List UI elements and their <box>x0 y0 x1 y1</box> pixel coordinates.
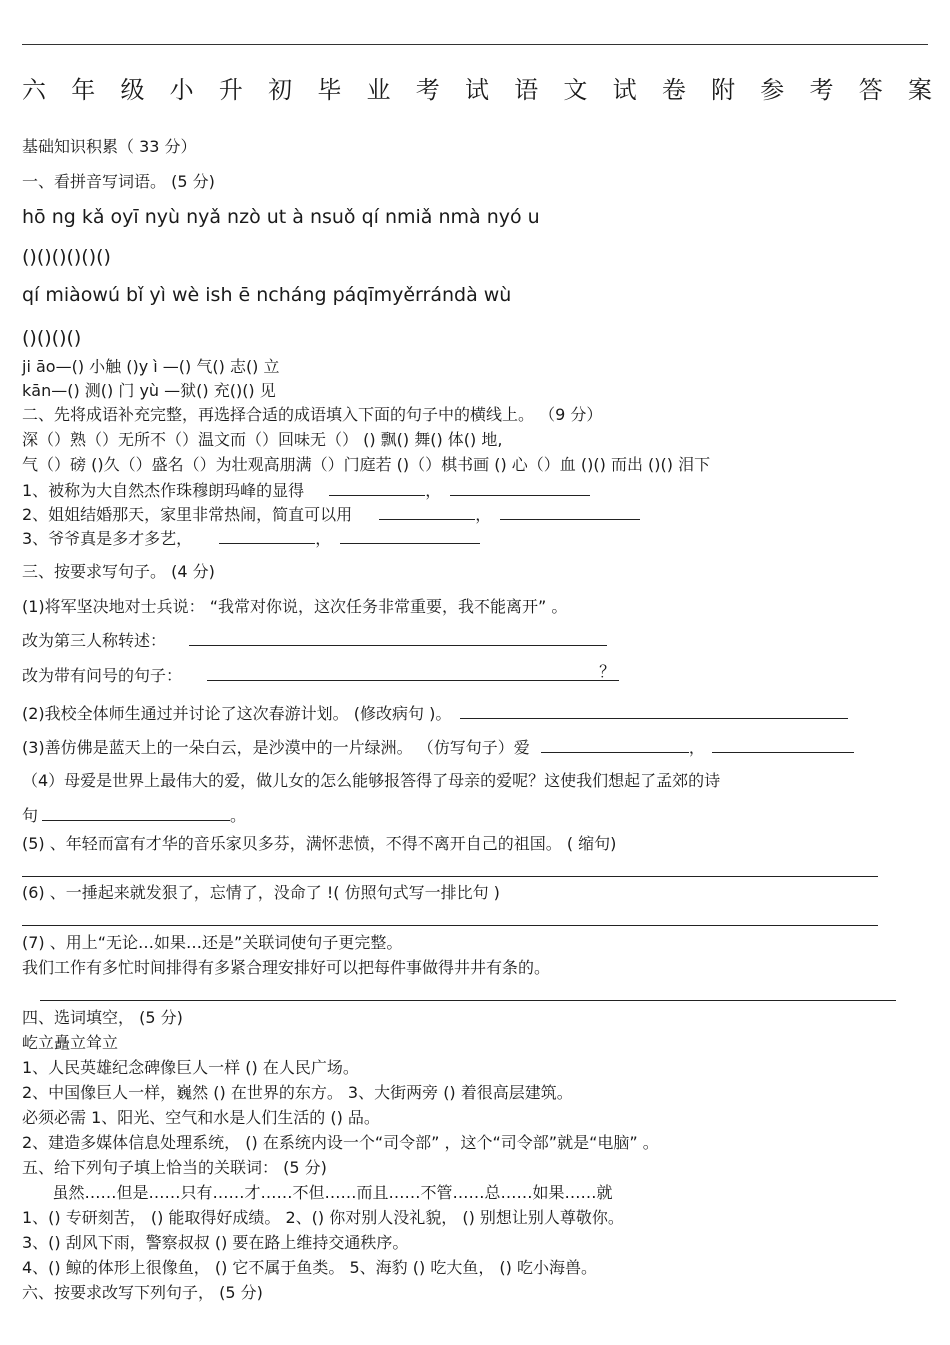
q4-word-group-1: 屹立矗立耸立 <box>22 1033 119 1052</box>
q3-item-3: (3)善仿佛是蓝天上的一朵白云，是沙漠中的一片绿洲。 （仿写句子）爱 ， <box>22 738 854 758</box>
pinyin-row-4: kān—() 测() 门 yù —狱() 充()() 见 <box>22 381 276 400</box>
title-char: 语 <box>514 76 539 104</box>
q3-item-2: (2)我校全体师生通过并讨论了这次春游计划。 (修改病句 )。 <box>22 704 848 724</box>
q3-item-1: (1)将军坚决地对士兵说： “我常对你说，这次任务非常重要，我不能离开” 。 <box>22 597 568 616</box>
q5-item-3: 3、() 刮风下雨，警察叔叔 () 要在路上维持交通秩序。 <box>22 1233 409 1252</box>
q3-item-1b: 改为带有问号的句子： ？ <box>22 666 619 686</box>
title-char: 初 <box>268 76 293 104</box>
answer-blank[interactable] <box>712 738 854 753</box>
q5-items-1-2: 1、() 专研刻苦， () 能取得好成绩。 2、() 你对别人没礼貌， () 别想让别人尊敬你。 <box>22 1208 624 1227</box>
q3-item-7-sentence: 我们工作有多忙时间排得有多紧合理安排好可以把每件事做得井井有条的。 <box>22 958 551 977</box>
q6-heading: 六、按要求改写下列句子， (5 分) <box>22 1283 263 1302</box>
idiom-row-2: 气（）磅 ()久（）盛名（）为壮观高朋满（）门庭若 ()（）棋书画 () 心（）血 ()() 而出 ()() 泪下 <box>22 455 711 474</box>
pinyin-row-1: hō ng kǎ oyī nyù nyǎ nzò ut à nsuǒ qí nmiǎ nmà nyó u <box>22 206 540 228</box>
q4-item-2: 2、中国像巨人一样，巍然 () 在世界的东方。 3、大街两旁 () 着很高层建筑。 <box>22 1083 573 1102</box>
q3-heading: 三、按要求写句子。 (4 分) <box>22 562 215 581</box>
answer-blank[interactable] <box>219 529 315 544</box>
title-char: 六 <box>22 76 46 104</box>
answer-blank[interactable] <box>541 738 689 753</box>
title-char: 年 <box>71 76 96 104</box>
answer-blank[interactable] <box>340 529 480 544</box>
answer-brackets-1: ()()()()()() <box>22 246 111 268</box>
q4-item-4: 2、建造多媒体信息处理系统， () 在系统内设一个“司令部” ，这个“司令部”就是“电脑” 。 <box>22 1133 659 1152</box>
answer-line[interactable] <box>40 1000 896 1001</box>
q2-heading: 二、先将成语补充完整，再选择合适的成语填入下面的句子中的横线上。 （9 分） <box>22 405 603 424</box>
q2-sentence-2: 2、姐姐结婚那天，家里非常热闹，简直可以用 ， <box>22 505 640 525</box>
answer-blank[interactable] <box>379 505 475 520</box>
pinyin-row-3: ji āo—() 小触 ()y ì —() 气() 志() 立 <box>22 357 280 376</box>
title-char: 级 <box>120 76 145 104</box>
title-char: 升 <box>218 76 243 104</box>
idiom-row-1: 深（）熟（）无所不（）温文而（）回味无（） () 飘() 舞() 体() 地, <box>22 430 503 449</box>
title-char: 毕 <box>317 76 342 104</box>
title-char: 业 <box>366 76 391 104</box>
q4-heading: 四、选词填空， (5 分) <box>22 1008 183 1027</box>
section-basic-heading: 基础知识积累（ 33 分） <box>22 137 197 156</box>
title-char: 文 <box>563 76 588 104</box>
q3-item-4: （4）母爱是世界上最伟大的爱，做儿女的怎么能够报答得了母亲的爱呢？这使我们想起了孟郊的诗 <box>22 771 721 790</box>
answer-blank[interactable] <box>189 631 607 646</box>
q3-item-1a: 改为第三人称转述： <box>22 631 607 651</box>
header-rule <box>22 44 928 45</box>
q4-item-1: 1、人民英雄纪念碑像巨人一样 () 在人民广场。 <box>22 1058 359 1077</box>
title-char: 小 <box>169 76 194 104</box>
title-char: 卷 <box>661 76 686 104</box>
pinyin-row-2: qí miàowú bǐ yì wè ish ē ncháng páqīmyěrrándà wù <box>22 284 512 306</box>
answer-blank[interactable] <box>450 481 590 496</box>
title-char: 考 <box>415 76 440 104</box>
title-char: 试 <box>612 76 637 104</box>
title-char: 参 <box>760 76 785 104</box>
answer-line[interactable] <box>22 876 878 877</box>
q5-heading: 五、给下列句子填上恰当的关联词： (5 分) <box>22 1158 327 1177</box>
answer-blank[interactable] <box>500 505 640 520</box>
title-char: 试 <box>464 76 489 104</box>
q3-item-4-cont: 句 。 <box>22 806 247 825</box>
q3-item-6: (6) 、一捶起来就发狠了，忘情了，没命了 !( 仿照句式写一排比句 ) <box>22 883 500 902</box>
q5-items-4-5: 4、() 鲸的体形上很像鱼， () 它不属于鱼类。 5、海豹 () 吃大鱼， () 吃小海兽。 <box>22 1258 597 1277</box>
q4-item-3: 必须必需 1、阳光、空气和水是人们生活的 () 品。 <box>22 1108 380 1127</box>
page-title <box>22 70 932 105</box>
q2-sentence-1: 1、被称为大自然杰作珠穆朗玛峰的显得 ， <box>22 481 590 501</box>
title-char: 考 <box>809 76 834 104</box>
q3-item-7: (7) 、用上“无论…如果…还是”关联词使句子更完整。 <box>22 933 403 952</box>
answer-blank[interactable]: ？ <box>207 666 619 681</box>
q5-word-bank: 虽然……但是……只有……才……不但……而且……不管……总……如果……就 <box>22 1183 613 1202</box>
answer-blank[interactable] <box>329 481 425 496</box>
answer-line[interactable] <box>22 925 878 926</box>
answer-blank[interactable] <box>42 806 230 821</box>
q3-item-5: (5) 、年轻而富有才华的音乐家贝多芬，满怀悲愤，不得不离开自己的祖国。 ( 缩句) <box>22 834 617 853</box>
answer-blank[interactable] <box>460 704 848 719</box>
answer-brackets-2: ()()()() <box>22 327 82 349</box>
q1-heading: 一、看拼音写词语。 (5 分) <box>22 172 215 191</box>
title-char: 案 <box>907 76 932 104</box>
title-char: 附 <box>711 76 736 104</box>
title-char: 答 <box>858 76 883 104</box>
q2-sentence-3: 3、爷爷真是多才多艺， ， <box>22 529 480 549</box>
